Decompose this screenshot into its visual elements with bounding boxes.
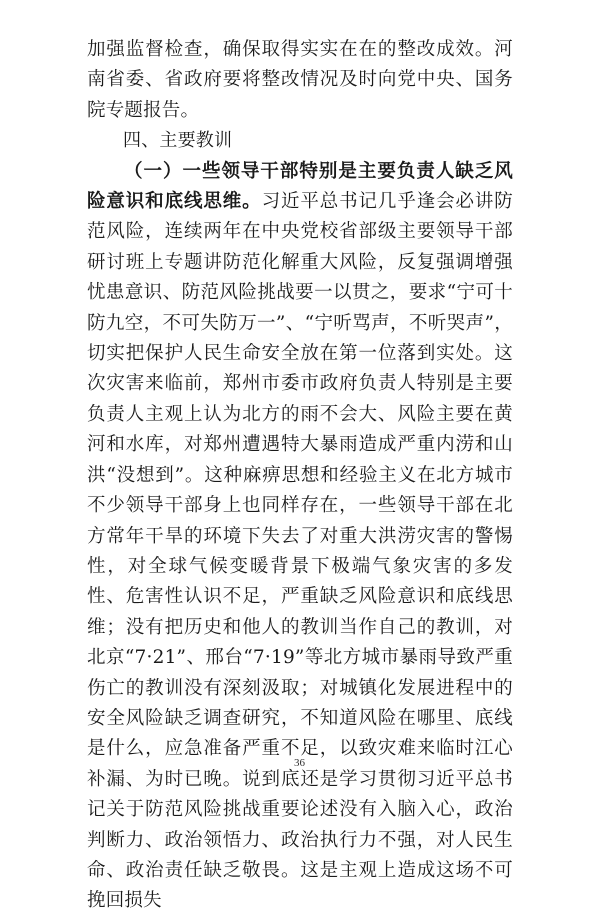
lesson-1-body: 习近平总书记几乎逢会必讲防范风险，连续两年在中央党校省部级主要领导干部研讨班上专题讲防范化解重大风险，反复强调增强忧患意识、防范风险挑战要一以贯之，要求“宁可十防九空，不可失防万一”、“宁听骂声，不听哭声”，切实把保护人民生命安全放在第一位落到实处。这次灾害来临前，郑州市委市政府负责人特别是主要负责人主观上认为北方的雨不会大、风险主要在黄河和水库，对郑州遭遇特大暴雨造成严重内涝和山洪“没想到”。这种麻痹思想和经验主义在北方城市不少领导干部身上也同样存在，一些领导干部在北方常年干旱的环境下失去了对重大洪涝灾害的警惕性，对全球气候变暖背景下极端气象灾害的多发性、危害性认识不足，严重缺乏风险意识和底线思维；没有把历史和他人的教训当作自己的教训，对北京“7·21”、邢台“7·19”等北方城市暴雨导致严重伤亡的教训没有深刻汲取；对城镇化发展进程中的安全风险缺乏调查研究，不知道风险在哪里、底线是什么，应急准备严重不足，以致灾难来临时江心补漏、为时已晚。说到底还是学习贯彻习近平总书记关于防范风险挑战重要论述没有入脑入心，政治判断力、政治领悟力、政治执行力不强，对人民生命、政治责任缺乏敬畏。这是主观上造成这场不可挽回损失 xyxy=(87,191,513,912)
lesson-1-lead: （一）一些领导干部特别是主要负责人缺乏风险意识和底线思维。 xyxy=(87,160,513,213)
section-heading: 四、主要教训 xyxy=(123,130,233,152)
lesson-1-paragraph xyxy=(87,157,513,917)
page-number: 36 xyxy=(294,757,305,769)
intro-paragraph: 加强监督检查，确保取得实实在在的整改成效。河南省委、省政府要将整改情况及时向党中央、国务院专题报告。 xyxy=(87,39,513,121)
document-body xyxy=(87,35,513,917)
